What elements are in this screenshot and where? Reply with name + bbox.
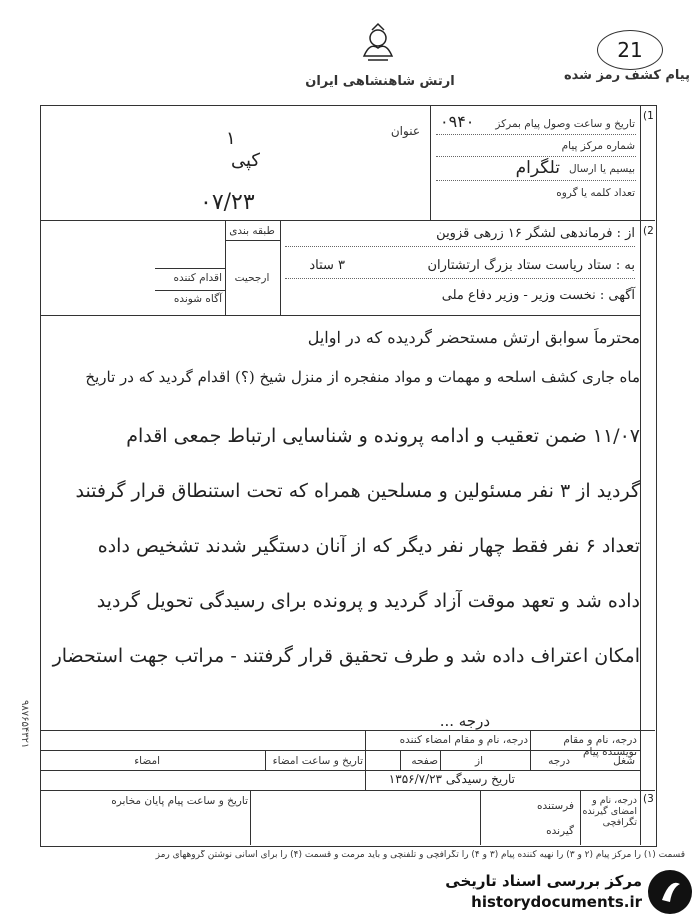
to-line: به : ستاد ریاست ستاد بزرگ ارتشتاران — [427, 258, 635, 273]
watermark-title: مرکز بررسی اسناد تاریخی — [445, 872, 642, 890]
watermark-url: historydocuments.ir — [471, 893, 642, 911]
receiver-label: درجه، نام و امضای گیرنده تگرافچی — [582, 795, 637, 828]
datetime-label: تاریخ و ساعت وصول پیام بمرکز — [495, 118, 635, 130]
info-line: آگهی : نخست وزیر - وزیر دفاع ملی — [441, 288, 635, 303]
form-title: پیام کشف رمز شده — [563, 68, 690, 83]
action-label: اقدام کننده — [173, 272, 222, 284]
org-title: ارتش شاهنشاهی ایران — [305, 74, 455, 89]
note-copy: کپی — [230, 150, 260, 171]
row-number-1: (1 — [643, 110, 654, 122]
from-line: از : فرماندهی لشگر ۱۶ زرهی قزوین — [436, 226, 635, 241]
signature-text: درجه ... — [439, 712, 490, 730]
watermark-logo-icon — [648, 870, 692, 914]
classification-label: طبقه بندی — [229, 225, 275, 237]
handwritten-date: ۰۷/۲۳ — [200, 190, 255, 215]
end-time-label: تاریخ و ساعت پیام پایان مخابره — [111, 795, 248, 807]
from-label: از — [475, 755, 483, 767]
watermark — [360, 866, 700, 919]
priority-label: ارجحیت — [234, 272, 270, 284]
body-line-1: محترماً سوابق ارتش مستحضر گردیده که در اوایل — [307, 328, 640, 347]
info-receiver-label: آگاه شونده — [173, 293, 222, 305]
writer-label: درجه، نام و مقام نویسنده پیام — [563, 734, 637, 758]
side-numbers: ۹۸۷۶۵۴۳۲۱ — [19, 700, 30, 749]
lion-and-sun-emblem — [356, 22, 400, 66]
datetime-value: ۰۹۴۰ — [440, 112, 475, 131]
body-line-7: امکان اعتراف داده شد و طرف تحقیق قرار گرفتند - مراتب جهت استحضار — [52, 645, 640, 667]
to-suffix: ۳ ستاد — [309, 258, 345, 273]
row-number-2: (2 — [643, 225, 654, 237]
note-one: ۱ — [226, 128, 236, 149]
row-number-3: (3 — [643, 793, 654, 805]
signer-label: درجه، نام و مقام امضاء کننده — [399, 734, 528, 746]
page-label: صفحه — [411, 755, 438, 767]
body-line-3: ۱۱/۰۷ ضمن تعقیب و ادامه پرونده و شناسایی ارتباط جمعی اقدام — [126, 425, 640, 447]
signature-label: امضاء — [134, 755, 160, 767]
handwritten-note: تاریخ رسیدگی ۱۳۵۶/۷/۲۳ — [388, 772, 515, 786]
body-line-4: گردید از ۳ نفر مسئولین و مسلحین همراه که تحت استنطاق قرار گرفتند — [75, 480, 640, 502]
degree-label: درجه — [548, 755, 570, 767]
page-number: 21 — [597, 30, 663, 70]
sender-value: تلگرام — [515, 158, 560, 178]
title-label: عنوان — [390, 124, 420, 138]
word-count-label: تعداد کلمه یا گروه — [556, 187, 635, 199]
body-line-6: داده شد و تعهد موقت آزاد گردید و پرونده برای رسیدگی تحویل گردید — [96, 590, 640, 612]
receiver2-label: گیرنده — [546, 825, 574, 837]
footer-note: قسمت (۱) را مرکز پیام (۲ و ۳) را نهیه کننده پیام (۳ و ۴) را تگرافچی و تلفنچی و باید مرمت و قسمت (۴) را برای آسانی نوشتن گروههای رمز — [155, 850, 685, 860]
rank-label: شغل — [613, 755, 635, 767]
body-line-2: ماه جاری کشف اسلحه و مهمات و مواد منفجره از منزل شیخ (؟) اقدام گردید که در تاریخ — [85, 368, 640, 386]
sender-field-label: فرستنده — [537, 800, 574, 812]
sender-label: بیسیم یا ارسال — [568, 163, 635, 175]
date-time-sign-label: تاریخ و ساعت امضاء — [272, 755, 363, 767]
center-no-label: شماره مرکز پیام — [561, 140, 635, 152]
body-line-5: تعداد ۶ نفر فقط چهار نفر دیگر که از آنان دستگیر شدند تشخیص داده — [97, 535, 640, 557]
